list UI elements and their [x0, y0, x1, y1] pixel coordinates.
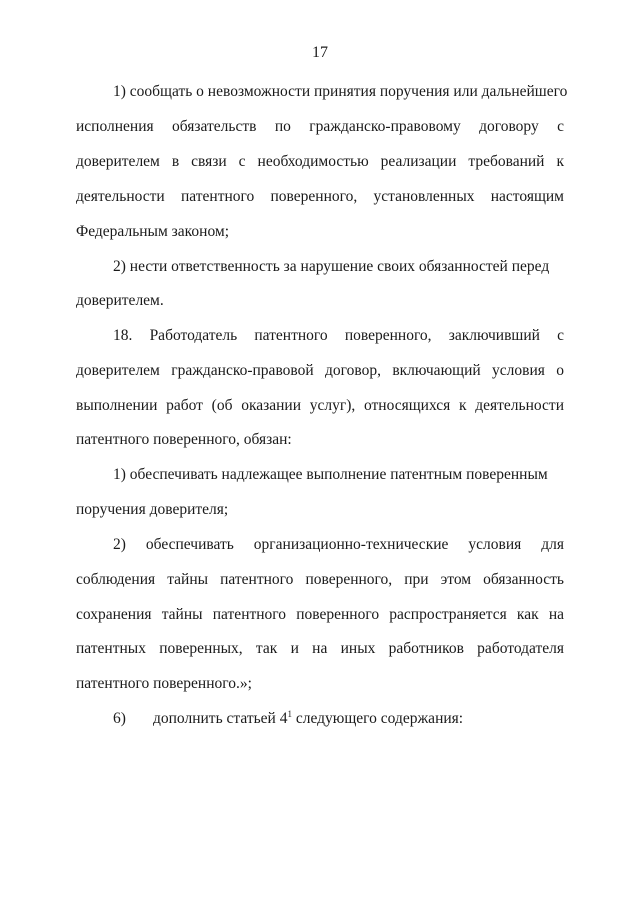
- text-line: соблюдения тайны патентного поверенного, при этом обязанность: [76, 571, 564, 588]
- text-line: 18. Работодатель патентного поверенного, заключивший с: [113, 327, 564, 344]
- text-fragment: дополнить статьей 4: [153, 710, 288, 727]
- text-line: Федеральным законом;: [76, 223, 230, 240]
- text-line: поручения доверителя;: [76, 501, 229, 518]
- text-fragment: следующего содержания:: [291, 710, 464, 727]
- text-line: исполнения обязательств по гражданско-правовому договору с: [76, 118, 564, 135]
- text-line: 2) нести ответственность за нарушение своих обязанностей перед: [113, 258, 550, 275]
- text-line: патентных поверенных, так и на иных работников работодателя: [76, 640, 564, 657]
- text-line: доверителем.: [76, 292, 164, 309]
- text-line: выполнении работ (об оказании услуг), относящихся к деятельности: [76, 397, 564, 414]
- superscript: 1: [287, 709, 292, 719]
- text-line: [153, 710, 463, 728]
- text-line: 1) обеспечивать надлежащее выполнение патентным поверенным: [113, 466, 548, 483]
- text-line: деятельности патентного поверенного, установленных настоящим: [76, 188, 564, 205]
- text-line: доверителем гражданско-правовой договор, включающий условия о: [76, 362, 564, 379]
- page-number: 17: [312, 44, 328, 61]
- text-line: патентного поверенного, обязан:: [76, 431, 292, 448]
- text-line: доверителем в связи с необходимостью реализации требований к: [76, 153, 564, 170]
- list-marker: 6): [113, 710, 126, 727]
- text-line: патентного поверенного.»;: [76, 675, 252, 692]
- text-line: 2) обеспечивать организационно-технические условия для: [113, 536, 564, 553]
- text-line: сохранения тайны патентного поверенного распространяется как на: [76, 606, 564, 623]
- text-line: 1) сообщать о невозможности принятия поручения или дальнейшего: [113, 83, 568, 100]
